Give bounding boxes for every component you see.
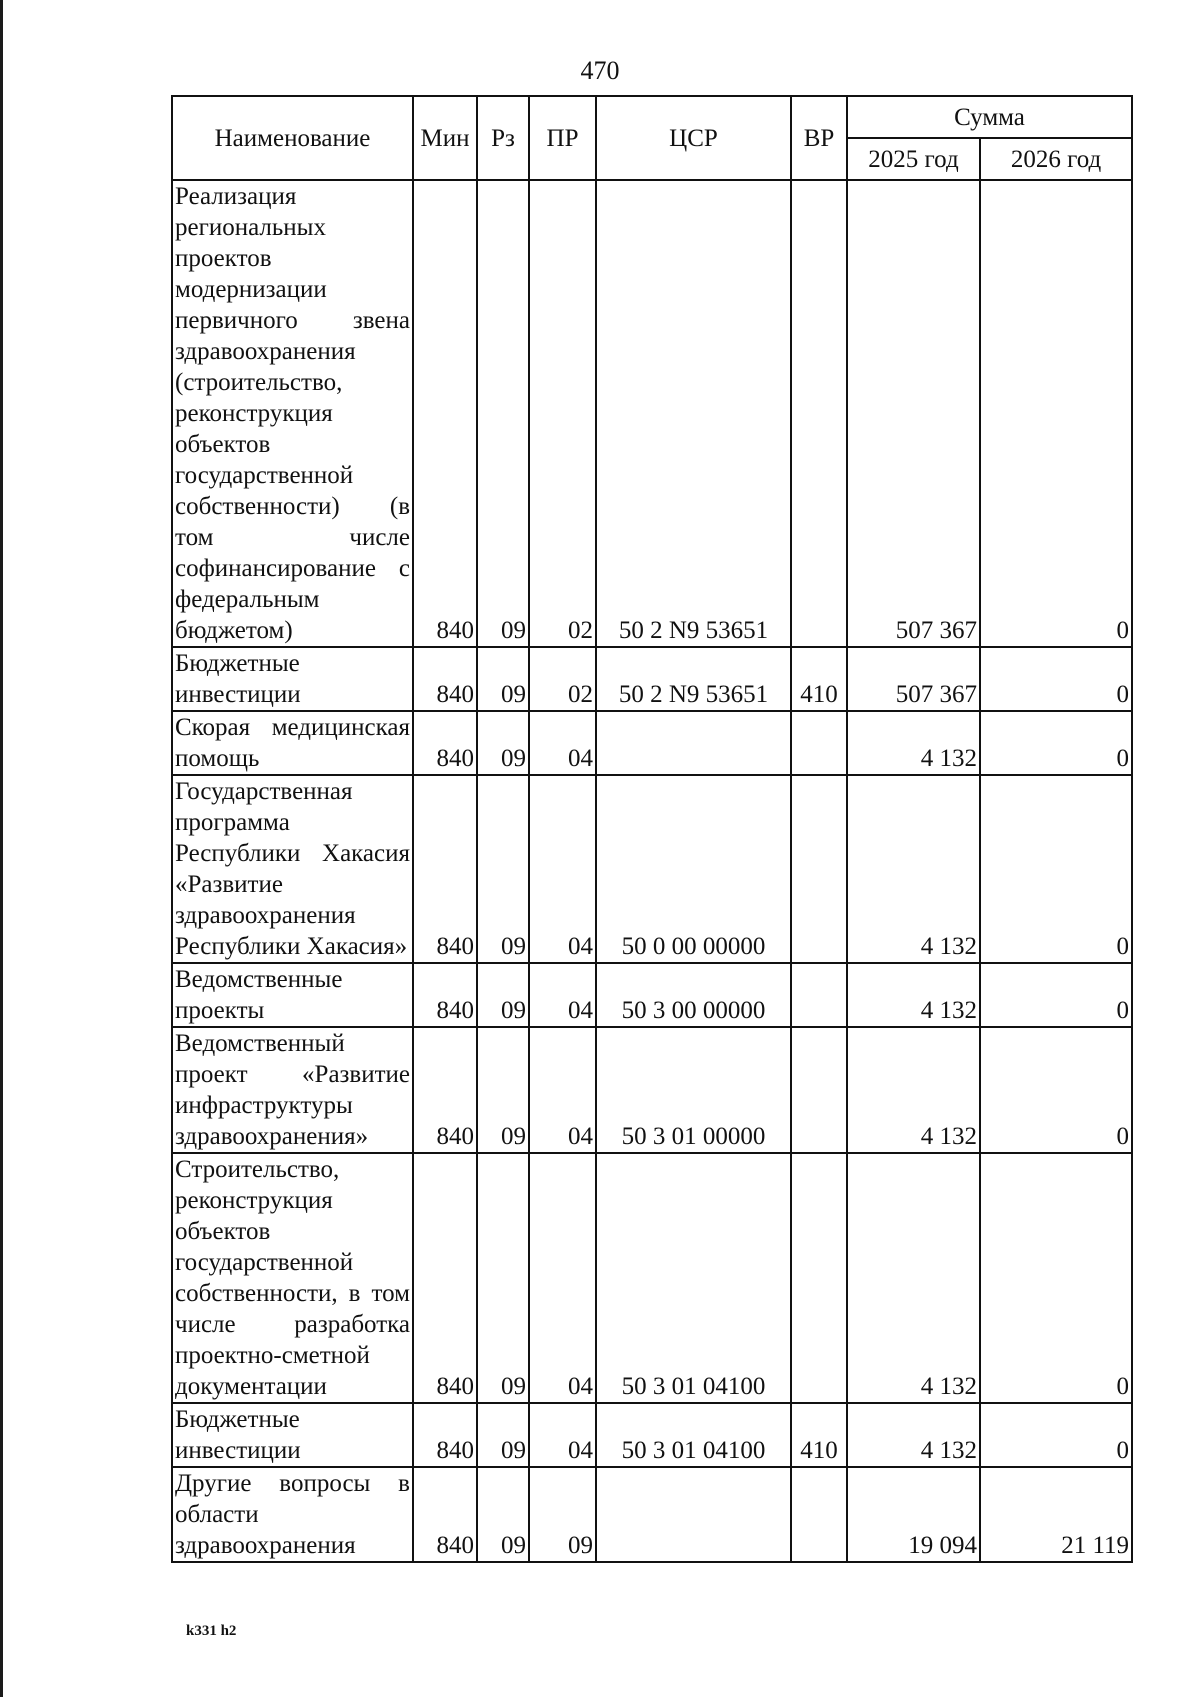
table-row (172, 775, 1132, 963)
cell-csr: 50 3 00 00000 (596, 963, 791, 1027)
cell-csr: 50 2 N9 53651 (596, 647, 791, 711)
cell-vr (791, 775, 847, 963)
cell-vr (791, 1153, 847, 1403)
cell-pr: 04 (529, 775, 596, 963)
cell-2026: 21 119 (980, 1467, 1132, 1562)
cell-min: 840 (413, 1153, 477, 1403)
header-min: Мин (413, 96, 477, 180)
cell-pr: 04 (529, 1403, 596, 1467)
cell-rz: 09 (477, 711, 529, 775)
cell-rz: 09 (477, 180, 529, 647)
cell-vr: 410 (791, 1403, 847, 1467)
cell-rz: 09 (477, 1467, 529, 1562)
cell-csr (596, 1467, 791, 1562)
header-pr: ПР (529, 96, 596, 180)
cell-pr: 04 (529, 1153, 596, 1403)
cell-vr (791, 180, 847, 647)
cell-min: 840 (413, 1403, 477, 1467)
cell-rz: 09 (477, 1027, 529, 1153)
cell-rz: 09 (477, 1153, 529, 1403)
cell-rz: 09 (477, 775, 529, 963)
cell-name: Скорая медицинская помощь (172, 711, 413, 775)
cell-pr: 02 (529, 647, 596, 711)
cell-2025: 507 367 (847, 647, 980, 711)
cell-csr (596, 711, 791, 775)
cell-csr: 50 3 01 04100 (596, 1403, 791, 1467)
cell-2026: 0 (980, 775, 1132, 963)
cell-rz: 09 (477, 963, 529, 1027)
table-row (172, 1153, 1132, 1403)
header-csr: ЦСР (596, 96, 791, 180)
cell-name: Другие вопросы в области здравоохранения (172, 1467, 413, 1562)
cell-pr: 02 (529, 180, 596, 647)
table-row (172, 1467, 1132, 1562)
table-row (172, 1403, 1132, 1467)
cell-2025: 4 132 (847, 1403, 980, 1467)
cell-name: Бюджетные инвестиции (172, 1403, 413, 1467)
cell-2025: 4 132 (847, 1153, 980, 1403)
cell-min: 840 (413, 775, 477, 963)
cell-2026: 0 (980, 711, 1132, 775)
cell-min: 840 (413, 711, 477, 775)
cell-name: Государственная программа Республики Хакасия «Развитие здравоохранения Республики Хакасия» (172, 775, 413, 963)
header-name: Наименование (172, 96, 413, 180)
cell-name: Строительство, реконструкция объектов государственной собственности, в том числе разработка проектно-сметной документации (172, 1153, 413, 1403)
cell-2026: 0 (980, 647, 1132, 711)
cell-2025: 19 094 (847, 1467, 980, 1562)
cell-min: 840 (413, 1467, 477, 1562)
cell-name: Реализация региональных проектов модернизации первичного звена здравоохранения (строительство, реконструкция объектов государственной собственности) (в том числе софинансирование с федеральным бюджетом) (172, 180, 413, 647)
table-header (172, 96, 1132, 180)
cell-name: Бюджетные инвестиции (172, 647, 413, 711)
table-body (172, 180, 1132, 1562)
cell-2026: 0 (980, 963, 1132, 1027)
cell-pr: 04 (529, 1027, 596, 1153)
cell-rz: 09 (477, 1403, 529, 1467)
table-row (172, 647, 1132, 711)
header-sum: Сумма (847, 96, 1132, 138)
cell-min: 840 (413, 647, 477, 711)
footer-code: k331 h2 (186, 1623, 237, 1639)
cell-csr: 50 2 N9 53651 (596, 180, 791, 647)
header-vr: ВР (791, 96, 847, 180)
cell-pr: 09 (529, 1467, 596, 1562)
cell-min: 840 (413, 180, 477, 647)
cell-2026: 0 (980, 1027, 1132, 1153)
scan-edge (0, 0, 3, 1697)
cell-min: 840 (413, 963, 477, 1027)
table-row (172, 963, 1132, 1027)
cell-vr (791, 711, 847, 775)
cell-2026: 0 (980, 1153, 1132, 1403)
header-rz: Рз (477, 96, 529, 180)
cell-pr: 04 (529, 963, 596, 1027)
header-year-2025: 2025 год (847, 138, 980, 180)
cell-min: 840 (413, 1027, 477, 1153)
page-number: 470 (580, 56, 620, 85)
cell-name: Ведомственный проект «Развитие инфраструктуры здравоохранения» (172, 1027, 413, 1153)
cell-2026: 0 (980, 180, 1132, 647)
cell-vr: 410 (791, 647, 847, 711)
cell-vr (791, 963, 847, 1027)
cell-2025: 4 132 (847, 711, 980, 775)
cell-vr (791, 1027, 847, 1153)
cell-name: Ведомственные проекты (172, 963, 413, 1027)
cell-csr: 50 3 01 00000 (596, 1027, 791, 1153)
cell-2026: 0 (980, 1403, 1132, 1467)
table-row (172, 180, 1132, 647)
cell-2025: 4 132 (847, 775, 980, 963)
cell-csr: 50 3 01 04100 (596, 1153, 791, 1403)
cell-rz: 09 (477, 647, 529, 711)
budget-table (171, 95, 1133, 1563)
cell-2025: 4 132 (847, 1027, 980, 1153)
cell-csr: 50 0 00 00000 (596, 775, 791, 963)
cell-2025: 4 132 (847, 963, 980, 1027)
table-row (172, 711, 1132, 775)
cell-vr (791, 1467, 847, 1562)
header-year-2026: 2026 год (980, 138, 1132, 180)
cell-2025: 507 367 (847, 180, 980, 647)
table-row (172, 1027, 1132, 1153)
cell-pr: 04 (529, 711, 596, 775)
